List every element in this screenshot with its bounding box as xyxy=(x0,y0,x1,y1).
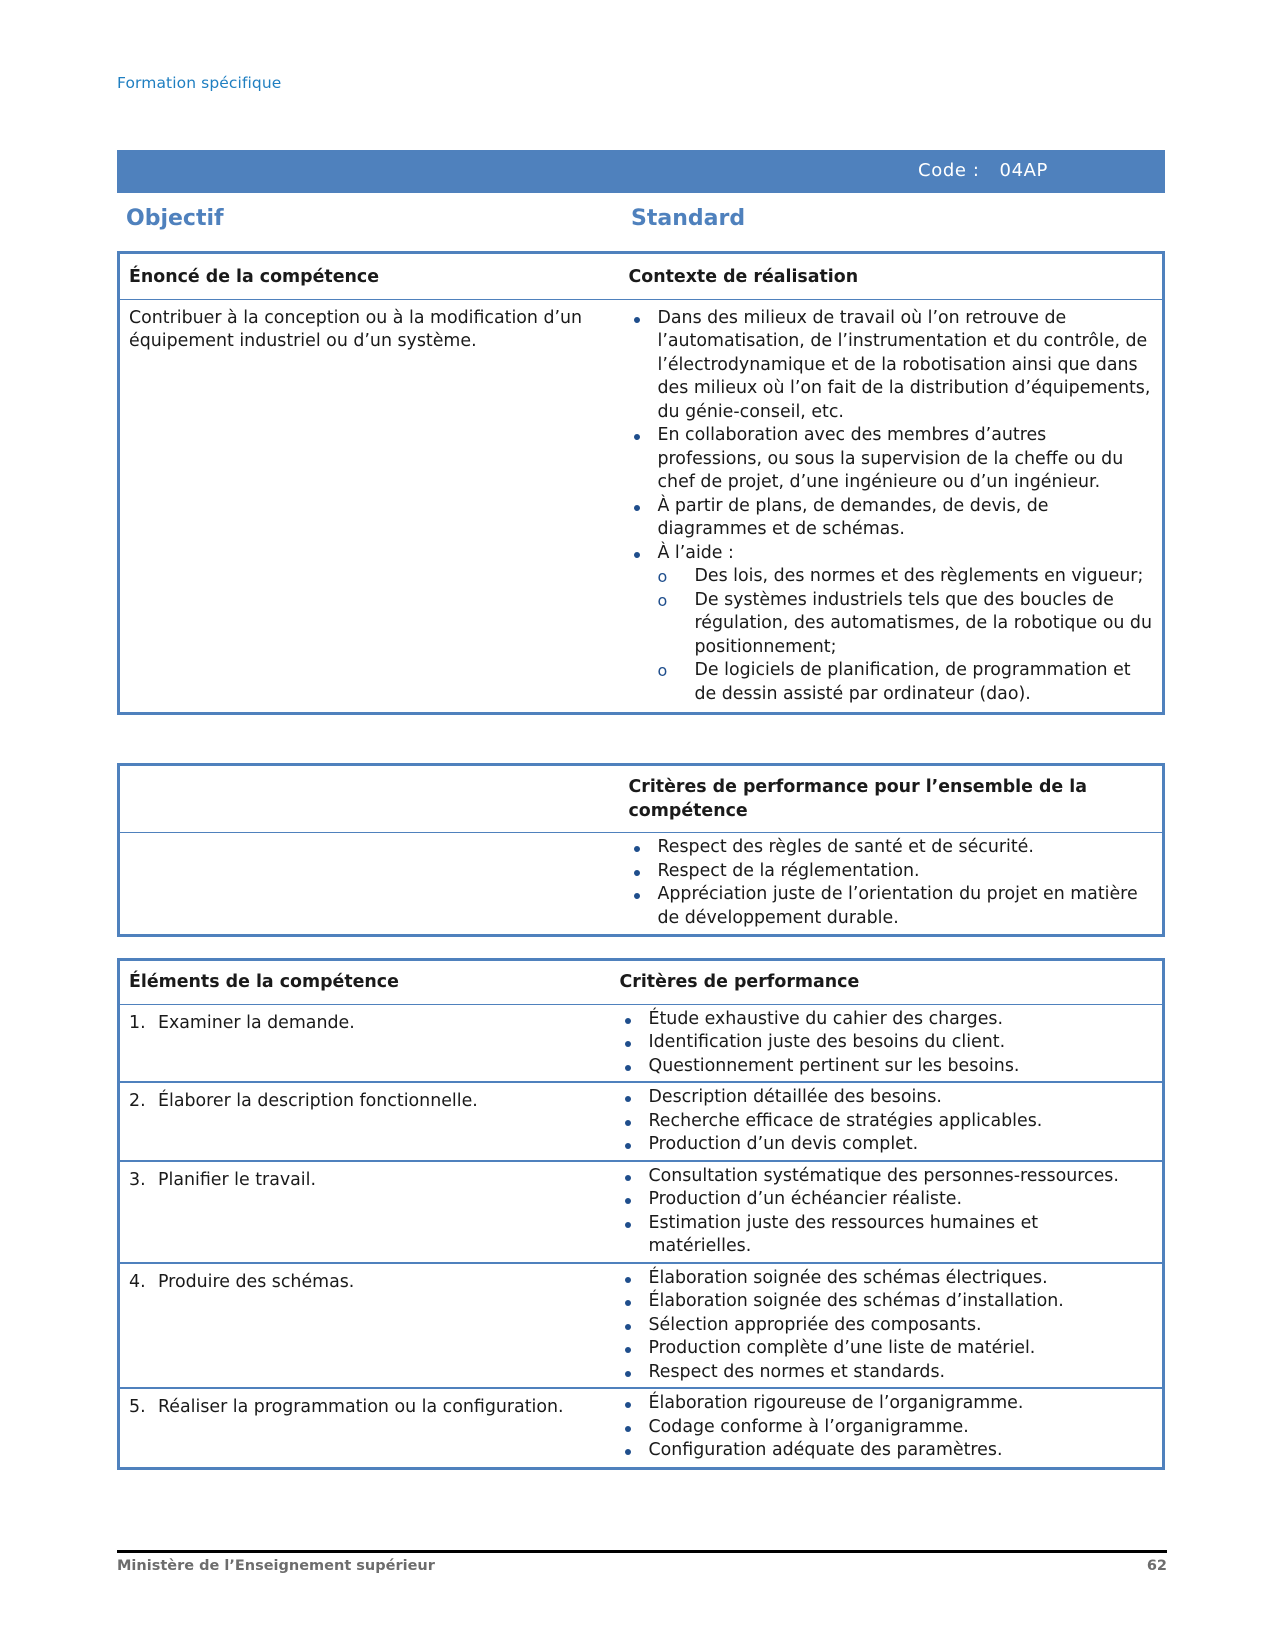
sublist-item: o Des lois, des normes et des règlements en vigueur; xyxy=(658,565,1153,589)
criteria-cell xyxy=(615,1263,1164,1389)
element-number: 1. xyxy=(129,1012,146,1033)
table-row xyxy=(119,1161,1164,1263)
table-row xyxy=(119,299,1164,714)
table-header-row xyxy=(119,253,1164,300)
element-cell xyxy=(119,1004,615,1082)
elements-header: Éléments de la compétence xyxy=(129,972,399,992)
code-label xyxy=(918,160,1048,181)
element-text: Planifier le travail. xyxy=(158,1169,316,1190)
criteria-header: Critères de performance xyxy=(619,972,860,992)
list-item: Codage conforme à l’organigramme. xyxy=(620,1416,1153,1440)
list-item: Recherche efficace de stratégies applicables. xyxy=(620,1110,1153,1134)
list-item-label: À l’aide : xyxy=(657,542,734,563)
footer-publisher: Ministère de l’Enseignement supérieur xyxy=(117,1558,435,1574)
element-text: Élaborer la description fonctionnelle. xyxy=(158,1091,478,1111)
criteria-cell xyxy=(615,1161,1164,1263)
context-cell xyxy=(624,299,1164,714)
list-item: Élaboration soignée des schémas électriques. xyxy=(620,1267,1153,1291)
table-row xyxy=(119,1388,1164,1468)
footer-divider xyxy=(117,1550,1167,1553)
list-item: En collaboration avec des membres d’autres professions, ou sous la supervision de la cheffe ou du chef de projet, d’une ingénieure ou d’un ingénieur. xyxy=(629,424,1153,495)
code-label-text: Code : xyxy=(918,160,980,181)
list-item: Questionnement pertinent sur les besoins. xyxy=(620,1055,1153,1079)
table-header-row xyxy=(119,765,1164,833)
list-item: Production d’un échéancier réaliste. xyxy=(620,1188,1153,1212)
element-cell xyxy=(119,1388,615,1468)
criteria-cell xyxy=(615,1388,1164,1468)
element-number: 2. xyxy=(129,1091,146,1111)
criteria-list xyxy=(620,1008,1153,1079)
criteria-list xyxy=(620,1392,1153,1463)
element-text: Examiner la demande. xyxy=(158,1012,355,1033)
global-criteria-header: Critères de performance pour l’ensemble de la compétence xyxy=(628,777,1087,821)
table-row xyxy=(119,1263,1164,1389)
statement-header: Énoncé de la compétence xyxy=(129,267,380,287)
sublist-item: o De logiciels de planification, de programmation et de dessin assisté par ordinateur (dao). xyxy=(658,659,1153,706)
list-item: À partir de plans, de demandes, de devis, de diagrammes et de schémas. xyxy=(629,495,1153,542)
list-item: Description détaillée des besoins. xyxy=(620,1086,1153,1110)
global-criteria-list xyxy=(629,836,1153,930)
competence-statement: Contribuer à la conception ou à la modification d’un équipement industriel ou d’un système. xyxy=(129,307,583,351)
element-number: 3. xyxy=(129,1169,146,1190)
empty-header-cell xyxy=(119,765,624,833)
list-item: Respect des règles de santé et de sécurité. xyxy=(629,836,1153,860)
criteria-cell xyxy=(615,1004,1164,1082)
list-item: Élaboration rigoureuse de l’organigramme. xyxy=(620,1392,1153,1416)
objective-heading: Objectif xyxy=(126,206,224,231)
list-item: Étude exhaustive du cahier des charges. xyxy=(620,1008,1153,1032)
criteria-list xyxy=(620,1086,1153,1157)
list-item: Appréciation juste de l’orientation du projet en matière de développement durable. xyxy=(629,883,1153,930)
list-item: Estimation juste des ressources humaines et matérielles. xyxy=(620,1212,1153,1259)
table-row xyxy=(119,833,1164,936)
global-criteria-cell xyxy=(624,833,1164,936)
code-banner xyxy=(117,150,1165,193)
code-value: 04AP xyxy=(999,160,1048,181)
competence-statement-table xyxy=(117,251,1165,715)
list-item xyxy=(629,542,1153,707)
table-header-row xyxy=(119,960,1164,1005)
list-item: Production complète d’une liste de matériel. xyxy=(620,1337,1153,1361)
element-cell xyxy=(119,1082,615,1161)
criteria-list xyxy=(620,1267,1153,1385)
table-row xyxy=(119,1004,1164,1082)
section-title: Formation spécifique xyxy=(117,74,282,92)
list-item: Respect de la réglementation. xyxy=(629,860,1153,884)
global-criteria-table xyxy=(117,763,1165,937)
elements-criteria-table xyxy=(117,958,1165,1470)
list-item: Élaboration soignée des schémas d’installation. xyxy=(620,1290,1153,1314)
aids-sublist xyxy=(658,565,1153,706)
criteria-list xyxy=(620,1165,1153,1259)
criteria-cell xyxy=(615,1082,1164,1161)
list-item: Production d’un devis complet. xyxy=(620,1133,1153,1157)
list-item: Configuration adéquate des paramètres. xyxy=(620,1439,1153,1463)
list-item: Respect des normes et standards. xyxy=(620,1361,1153,1385)
element-text: Produire des schémas. xyxy=(158,1271,355,1292)
page-number: 62 xyxy=(1146,1558,1167,1574)
list-item: Identification juste des besoins du client. xyxy=(620,1031,1153,1055)
sublist-item: o De systèmes industriels tels que des boucles de régulation, des automatismes, de la robotique ou du positionnement; xyxy=(658,589,1153,660)
context-list xyxy=(629,307,1153,707)
context-header: Contexte de réalisation xyxy=(628,267,859,287)
list-item: Dans des milieux de travail où l’on retrouve de l’automatisation, de l’instrumentation et du contrôle, de l’électrodynamique et de la robotisation ainsi que dans des milieux où l’on fait de la distribution d’équipements, du génie-conseil, etc. xyxy=(629,307,1153,425)
empty-cell xyxy=(119,833,624,936)
list-item: Consultation systématique des personnes-ressources. xyxy=(620,1165,1153,1189)
element-text: Réaliser la programmation ou la configuration. xyxy=(158,1397,564,1417)
element-cell xyxy=(119,1161,615,1263)
list-item: Sélection appropriée des composants. xyxy=(620,1314,1153,1338)
standard-heading: Standard xyxy=(631,206,746,231)
element-cell xyxy=(119,1263,615,1389)
element-number: 5. xyxy=(129,1397,146,1417)
table-row xyxy=(119,1082,1164,1161)
element-number: 4. xyxy=(129,1271,146,1292)
